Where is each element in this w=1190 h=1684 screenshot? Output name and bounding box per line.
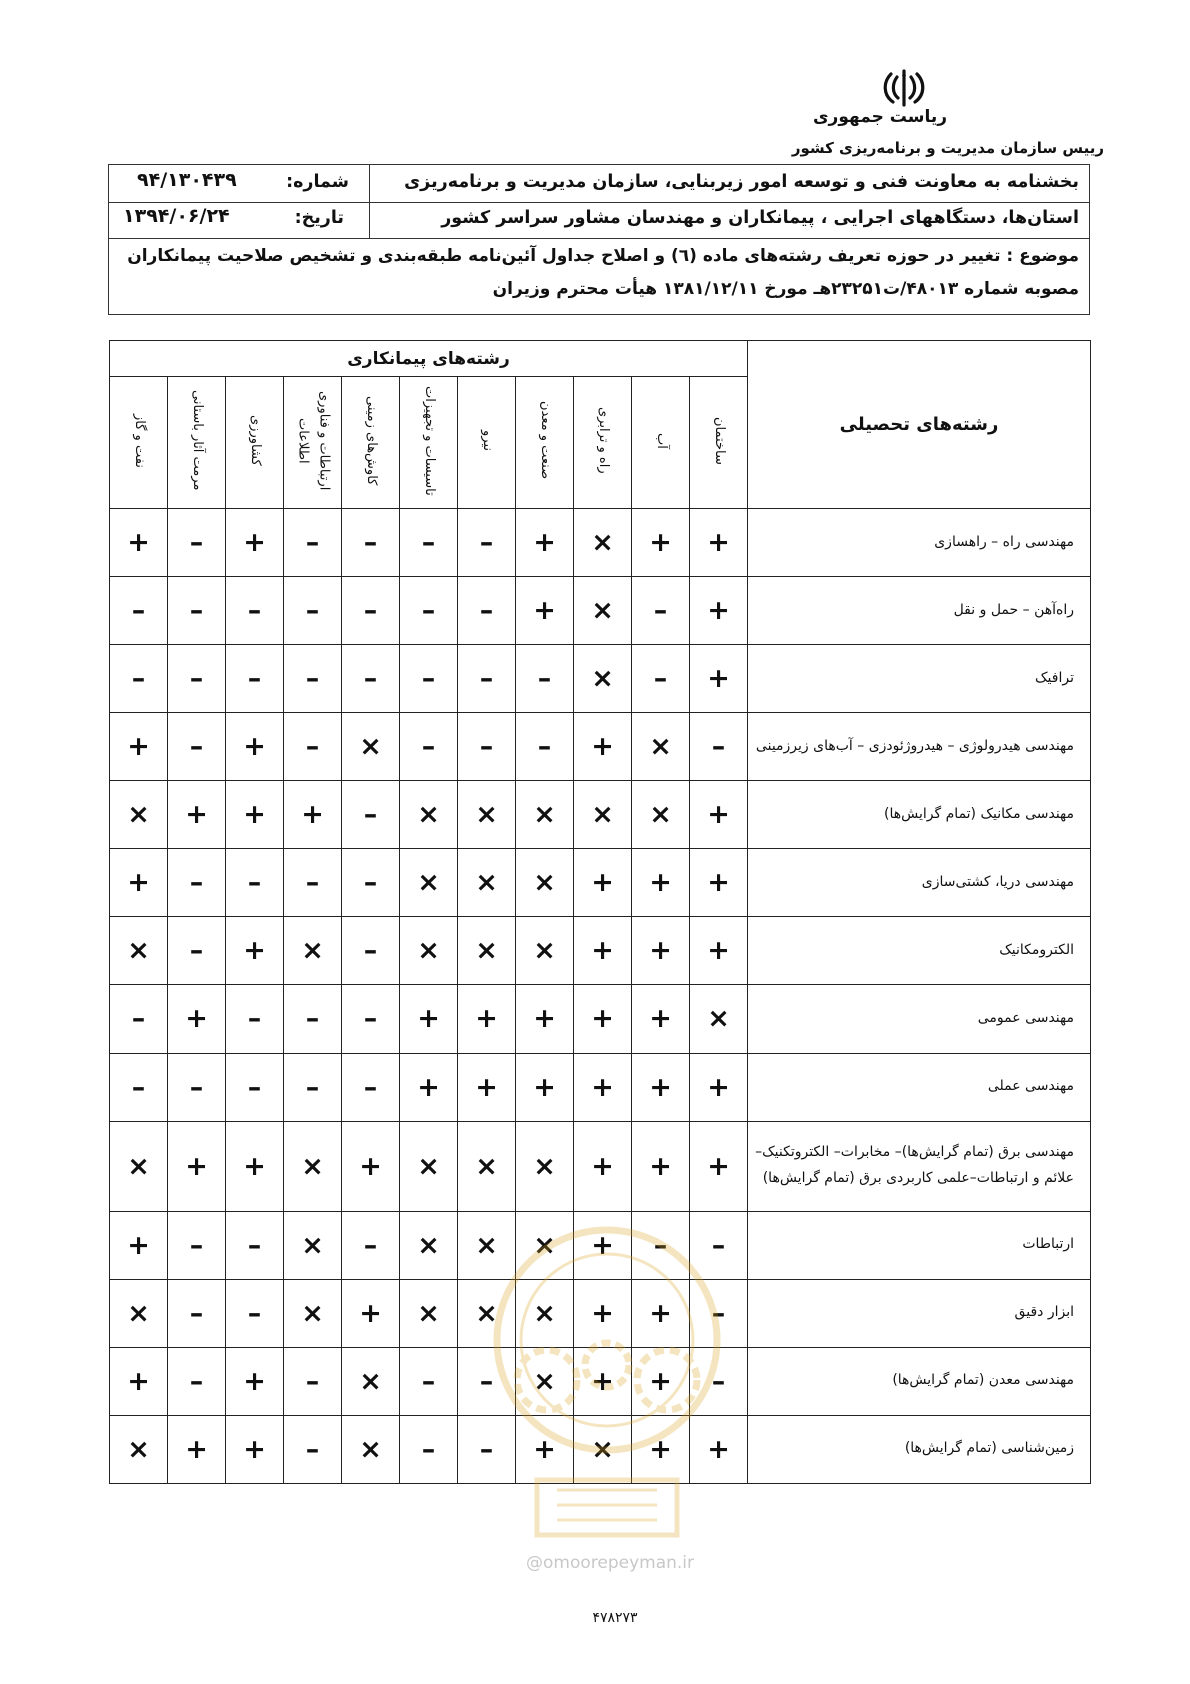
cross-mark: × bbox=[690, 985, 748, 1053]
plus-mark: + bbox=[226, 1121, 284, 1211]
plus-mark: + bbox=[690, 781, 748, 849]
cross-mark: × bbox=[574, 1415, 632, 1483]
field-header-label: صنعت و معدن bbox=[537, 401, 553, 480]
table-row bbox=[110, 849, 1091, 917]
minus-mark: – bbox=[168, 1211, 226, 1279]
minus-mark: – bbox=[168, 509, 226, 577]
number-label: شماره: bbox=[286, 172, 349, 192]
plus-mark: + bbox=[226, 781, 284, 849]
plus-mark: + bbox=[574, 1347, 632, 1415]
minus-mark: – bbox=[458, 645, 516, 713]
plus-mark: + bbox=[168, 1121, 226, 1211]
cross-mark: × bbox=[284, 1121, 342, 1211]
cross-mark: × bbox=[574, 781, 632, 849]
cross-mark: × bbox=[632, 713, 690, 781]
minus-mark: – bbox=[168, 645, 226, 713]
minus-mark: – bbox=[284, 577, 342, 645]
education-field-name: زمین‌شناسی (تمام گرایش‌ها) bbox=[748, 1415, 1091, 1483]
table-row bbox=[110, 1211, 1091, 1279]
plus-mark: + bbox=[574, 1053, 632, 1121]
field-header-label: راه و ترابری bbox=[595, 407, 611, 474]
table-row bbox=[110, 1121, 1091, 1211]
plus-mark: + bbox=[690, 1053, 748, 1121]
plus-mark: + bbox=[632, 1121, 690, 1211]
cross-mark: × bbox=[516, 849, 574, 917]
education-field-name: مهندسی مکانیک (تمام گرایش‌ها) bbox=[748, 781, 1091, 849]
field-header-label: ساختمان bbox=[711, 416, 727, 465]
plus-mark: + bbox=[110, 509, 168, 577]
education-field-name: مهندسی معدن (تمام گرایش‌ها) bbox=[748, 1347, 1091, 1415]
plus-mark: + bbox=[284, 781, 342, 849]
minus-mark: – bbox=[690, 1211, 748, 1279]
iran-emblem-icon bbox=[882, 68, 926, 108]
plus-mark: + bbox=[226, 1415, 284, 1483]
subject-line-2: مصوبه شماره ۴۸۰۱۳/ت۲۳۲۵۱هـ مورخ ۱۳۸۱/۱۲/۱۱ هیأت محترم وزیران bbox=[492, 279, 1079, 299]
cross-mark: × bbox=[284, 917, 342, 985]
cross-mark: × bbox=[284, 1279, 342, 1347]
minus-mark: – bbox=[226, 1053, 284, 1121]
field-header-label: آب bbox=[653, 432, 669, 449]
education-field-name: مهندسی راه – راهسازی bbox=[748, 509, 1091, 577]
plus-mark: + bbox=[110, 849, 168, 917]
plus-mark: + bbox=[632, 509, 690, 577]
addressee-line-2: استان‌ها، دستگاههای اجرایی ، پیمانکاران و مهندسان مشاور سراسر کشور bbox=[441, 208, 1079, 228]
cross-mark: × bbox=[458, 1121, 516, 1211]
cross-mark: × bbox=[632, 781, 690, 849]
minus-mark: – bbox=[458, 1415, 516, 1483]
cross-mark: × bbox=[284, 1211, 342, 1279]
cross-mark: × bbox=[458, 781, 516, 849]
minus-mark: – bbox=[342, 577, 400, 645]
plus-mark: + bbox=[400, 1053, 458, 1121]
cross-mark: × bbox=[458, 849, 516, 917]
plus-mark: + bbox=[110, 1211, 168, 1279]
table-row bbox=[110, 1347, 1091, 1415]
minus-mark: – bbox=[168, 577, 226, 645]
plus-mark: + bbox=[516, 509, 574, 577]
minus-mark: – bbox=[226, 577, 284, 645]
plus-mark: + bbox=[226, 509, 284, 577]
plus-mark: + bbox=[574, 985, 632, 1053]
minus-mark: – bbox=[400, 509, 458, 577]
minus-mark: – bbox=[458, 1347, 516, 1415]
plus-mark: + bbox=[516, 1053, 574, 1121]
plus-mark: + bbox=[168, 985, 226, 1053]
minus-mark: – bbox=[284, 509, 342, 577]
minus-mark: – bbox=[400, 1415, 458, 1483]
field-header-cell bbox=[226, 377, 284, 509]
field-header-cell bbox=[168, 377, 226, 509]
plus-mark: + bbox=[458, 985, 516, 1053]
table-row bbox=[110, 917, 1091, 985]
minus-mark: – bbox=[226, 645, 284, 713]
education-field-name: الکترومکانیک bbox=[748, 917, 1091, 985]
date-label: تاریخ: bbox=[294, 208, 344, 228]
minus-mark: – bbox=[284, 645, 342, 713]
cross-mark: × bbox=[110, 917, 168, 985]
minus-mark: – bbox=[342, 645, 400, 713]
field-header-cell bbox=[342, 377, 400, 509]
cross-mark: × bbox=[110, 1415, 168, 1483]
cross-mark: × bbox=[400, 917, 458, 985]
table-row bbox=[110, 1053, 1091, 1121]
table-row bbox=[110, 1279, 1091, 1347]
minus-mark: – bbox=[110, 1053, 168, 1121]
minus-mark: – bbox=[168, 917, 226, 985]
education-field-name: مهندسی دریا، کشتی‌سازی bbox=[748, 849, 1091, 917]
minus-mark: – bbox=[168, 1279, 226, 1347]
page-code: ۴۷۸۲۷۳ bbox=[592, 1610, 638, 1626]
cross-mark: × bbox=[516, 917, 574, 985]
qualification-table bbox=[109, 340, 1091, 1484]
cross-mark: × bbox=[458, 1279, 516, 1347]
cross-mark: × bbox=[458, 1211, 516, 1279]
subject-line-1: موضوع : تغییر در حوزه تعریف رشته‌های ماده (٦) و اصلاح جداول آئین‌نامه طبقه‌بندی و تشخیص صلاحیت پیمانکاران bbox=[127, 246, 1079, 266]
contracting-fields-header: رشته‌های پیمانکاری bbox=[110, 341, 748, 377]
field-header-label: نیرو bbox=[479, 430, 495, 451]
minus-mark: – bbox=[226, 1211, 284, 1279]
cross-mark: × bbox=[458, 917, 516, 985]
plus-mark: + bbox=[690, 645, 748, 713]
education-field-name: ارتباطات bbox=[748, 1211, 1091, 1279]
minus-mark: – bbox=[284, 1053, 342, 1121]
minus-mark: – bbox=[110, 985, 168, 1053]
plus-mark: + bbox=[342, 1279, 400, 1347]
field-header-label: کشاورزی bbox=[247, 415, 263, 466]
plus-mark: + bbox=[690, 577, 748, 645]
minus-mark: – bbox=[110, 577, 168, 645]
cross-mark: × bbox=[400, 781, 458, 849]
number-value: ۹۴/۱۳۰۴۳۹ bbox=[137, 169, 237, 191]
field-header-label: کاوش‌های زمینی bbox=[363, 395, 379, 486]
cross-mark: × bbox=[516, 1347, 574, 1415]
minus-mark: – bbox=[284, 849, 342, 917]
minus-mark: – bbox=[284, 1415, 342, 1483]
cross-mark: × bbox=[516, 781, 574, 849]
minus-mark: – bbox=[168, 713, 226, 781]
plus-mark: + bbox=[574, 1121, 632, 1211]
date-value: ۱۳۹۴/۰۶/۲۴ bbox=[123, 205, 230, 227]
minus-mark: – bbox=[632, 645, 690, 713]
plus-mark: + bbox=[632, 849, 690, 917]
plus-mark: + bbox=[632, 1347, 690, 1415]
cross-mark: × bbox=[342, 713, 400, 781]
minus-mark: – bbox=[690, 1279, 748, 1347]
minus-mark: – bbox=[458, 577, 516, 645]
cross-mark: × bbox=[516, 1211, 574, 1279]
letterhead-subtitle: رییس سازمان مدیریت و برنامه‌ریزی کشور bbox=[791, 139, 1104, 157]
field-header-cell bbox=[690, 377, 748, 509]
minus-mark: – bbox=[516, 645, 574, 713]
cross-mark: × bbox=[574, 509, 632, 577]
plus-mark: + bbox=[110, 1347, 168, 1415]
circular-header-box bbox=[108, 164, 1090, 315]
table-row bbox=[110, 645, 1091, 713]
field-header-cell bbox=[458, 377, 516, 509]
minus-mark: – bbox=[690, 1347, 748, 1415]
cross-mark: × bbox=[574, 577, 632, 645]
plus-mark: + bbox=[226, 713, 284, 781]
minus-mark: – bbox=[458, 509, 516, 577]
plus-mark: + bbox=[110, 713, 168, 781]
minus-mark: – bbox=[400, 577, 458, 645]
plus-mark: + bbox=[516, 985, 574, 1053]
minus-mark: – bbox=[342, 1053, 400, 1121]
plus-mark: + bbox=[226, 917, 284, 985]
field-header-cell bbox=[284, 377, 342, 509]
minus-mark: – bbox=[342, 849, 400, 917]
minus-mark: – bbox=[342, 1211, 400, 1279]
table-row bbox=[110, 577, 1091, 645]
plus-mark: + bbox=[574, 713, 632, 781]
table-row bbox=[110, 985, 1091, 1053]
minus-mark: – bbox=[400, 713, 458, 781]
plus-mark: + bbox=[516, 1415, 574, 1483]
minus-mark: – bbox=[168, 1053, 226, 1121]
table-row bbox=[110, 713, 1091, 781]
table-row bbox=[110, 509, 1091, 577]
minus-mark: – bbox=[226, 1279, 284, 1347]
minus-mark: – bbox=[226, 985, 284, 1053]
addressee-line-1: بخشنامه به معاونت فنی و توسعه امور زیربنایی، سازمان مدیریت و برنامه‌ریزی bbox=[404, 172, 1079, 192]
plus-mark: + bbox=[226, 1347, 284, 1415]
cross-mark: × bbox=[516, 1121, 574, 1211]
plus-mark: + bbox=[632, 1053, 690, 1121]
plus-mark: + bbox=[168, 781, 226, 849]
minus-mark: – bbox=[168, 1347, 226, 1415]
minus-mark: – bbox=[458, 713, 516, 781]
education-field-name: مهندسی عملی bbox=[748, 1053, 1091, 1121]
plus-mark: + bbox=[632, 1279, 690, 1347]
field-header-label: ارتباطات و فناوری اطلاعات bbox=[295, 390, 332, 491]
minus-mark: – bbox=[168, 849, 226, 917]
education-fields-header: رشته‌های تحصیلی bbox=[748, 341, 1091, 509]
field-header-label: مرمت آثار باستانی bbox=[189, 390, 205, 491]
plus-mark: + bbox=[574, 1279, 632, 1347]
cross-mark: × bbox=[110, 1279, 168, 1347]
field-header-cell bbox=[110, 377, 168, 509]
field-header-cell bbox=[632, 377, 690, 509]
cross-mark: × bbox=[516, 1279, 574, 1347]
table-row bbox=[110, 1415, 1091, 1483]
plus-mark: + bbox=[690, 509, 748, 577]
cross-mark: × bbox=[110, 781, 168, 849]
plus-mark: + bbox=[168, 1415, 226, 1483]
plus-mark: + bbox=[632, 1415, 690, 1483]
minus-mark: – bbox=[226, 849, 284, 917]
plus-mark: + bbox=[690, 1121, 748, 1211]
plus-mark: + bbox=[342, 1121, 400, 1211]
plus-mark: + bbox=[400, 985, 458, 1053]
cross-mark: × bbox=[400, 1121, 458, 1211]
minus-mark: – bbox=[690, 713, 748, 781]
minus-mark: – bbox=[284, 713, 342, 781]
table-row bbox=[110, 781, 1091, 849]
minus-mark: – bbox=[110, 645, 168, 713]
plus-mark: + bbox=[458, 1053, 516, 1121]
minus-mark: – bbox=[400, 1347, 458, 1415]
minus-mark: – bbox=[632, 577, 690, 645]
cross-mark: × bbox=[400, 1279, 458, 1347]
minus-mark: – bbox=[284, 1347, 342, 1415]
plus-mark: + bbox=[690, 917, 748, 985]
minus-mark: – bbox=[342, 781, 400, 849]
field-header-cell bbox=[516, 377, 574, 509]
plus-mark: + bbox=[690, 849, 748, 917]
field-header-label: نفت و گاز bbox=[131, 413, 147, 468]
plus-mark: + bbox=[574, 1211, 632, 1279]
cross-mark: × bbox=[400, 849, 458, 917]
plus-mark: + bbox=[632, 985, 690, 1053]
minus-mark: – bbox=[342, 509, 400, 577]
minus-mark: – bbox=[284, 985, 342, 1053]
plus-mark: + bbox=[574, 917, 632, 985]
watermark-site: @omoorepeyman.ir bbox=[525, 1553, 695, 1573]
minus-mark: – bbox=[516, 713, 574, 781]
plus-mark: + bbox=[690, 1415, 748, 1483]
cross-mark: × bbox=[342, 1415, 400, 1483]
education-field-name: ابزار دقیق bbox=[748, 1279, 1091, 1347]
field-header-cell bbox=[574, 377, 632, 509]
minus-mark: – bbox=[342, 917, 400, 985]
education-field-name: ترافیک bbox=[748, 645, 1091, 713]
office-title: ریاست جمهوری bbox=[812, 107, 948, 127]
minus-mark: – bbox=[632, 1211, 690, 1279]
field-header-label: تاسیسات و تجهیزات bbox=[421, 385, 437, 496]
education-field-name: مهندسی هیدرولوژی – هیدروژئودزی – آب‌های زیرزمینی bbox=[748, 713, 1091, 781]
minus-mark: – bbox=[342, 985, 400, 1053]
cross-mark: × bbox=[400, 1211, 458, 1279]
education-field-name: راه‌آهن – حمل و نقل bbox=[748, 577, 1091, 645]
plus-mark: + bbox=[574, 849, 632, 917]
cross-mark: × bbox=[574, 645, 632, 713]
plus-mark: + bbox=[632, 917, 690, 985]
education-field-name: مهندسی برق (تمام گرایش‌ها)– مخابرات– الکتروتکنیک– علائم و ارتباطات–علمی کاربردی برق (تمام گرایش‌ها) bbox=[748, 1121, 1091, 1211]
plus-mark: + bbox=[516, 577, 574, 645]
field-header-cell bbox=[400, 377, 458, 509]
education-field-name: مهندسی عمومی bbox=[748, 985, 1091, 1053]
cross-mark: × bbox=[110, 1121, 168, 1211]
minus-mark: – bbox=[400, 645, 458, 713]
cross-mark: × bbox=[342, 1347, 400, 1415]
